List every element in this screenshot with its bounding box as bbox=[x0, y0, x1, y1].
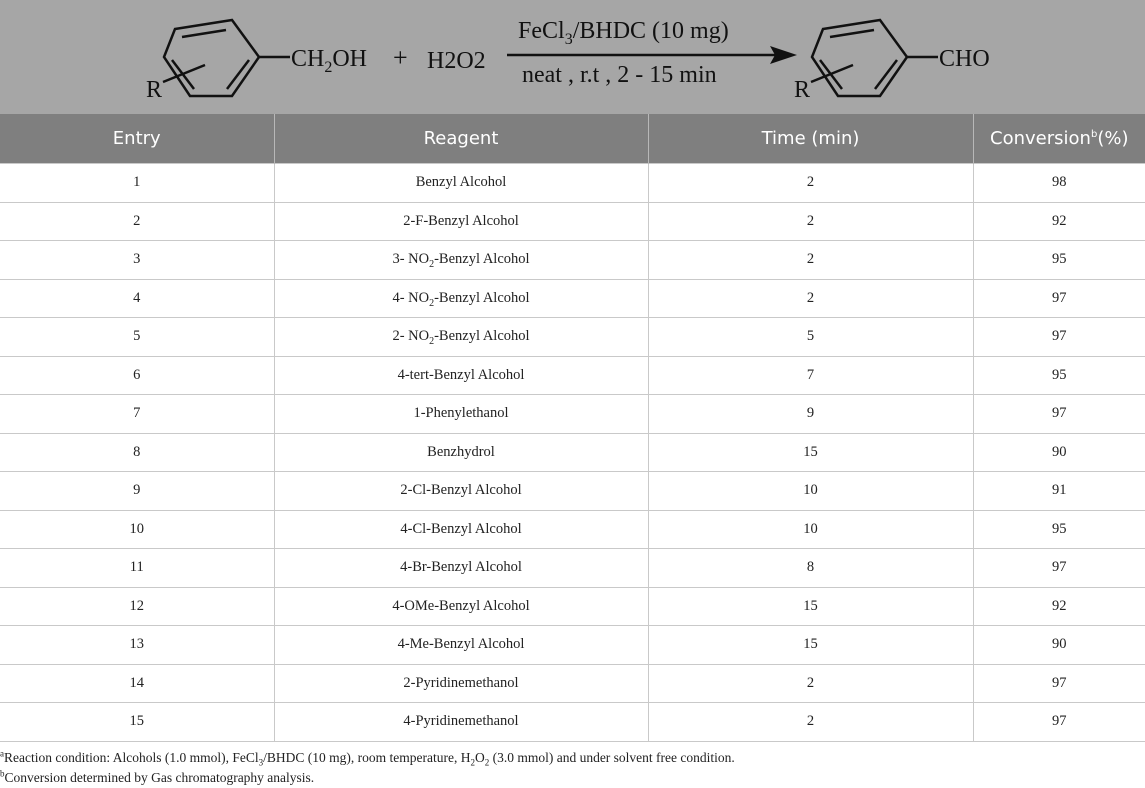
cell-conversion: 90 bbox=[973, 626, 1145, 665]
cell-reagent: 4-Pyridinemethanol bbox=[274, 703, 648, 742]
table-row bbox=[0, 587, 1145, 626]
cell-time: 15 bbox=[648, 587, 973, 626]
footnote-a-subscript: 3 bbox=[258, 757, 264, 768]
cell-entry: 12 bbox=[0, 587, 274, 626]
footnote-b-text: Conversion determined by Gas chromatography analysis. bbox=[4, 770, 315, 785]
cell-reagent: 4-Br-Benzyl Alcohol bbox=[274, 549, 648, 588]
product-group-label: CHO bbox=[939, 46, 990, 72]
cell-entry: 2 bbox=[0, 202, 274, 241]
cell-conversion: 91 bbox=[973, 472, 1145, 511]
cell-reagent: 2-F-Benzyl Alcohol bbox=[274, 202, 648, 241]
cell-time: 9 bbox=[648, 395, 973, 434]
cell-time: 2 bbox=[648, 202, 973, 241]
cell-reagent: 2-Cl-Benzyl Alcohol bbox=[274, 472, 648, 511]
footnote-b bbox=[0, 768, 735, 788]
header-conversion-unit: (%) bbox=[1097, 128, 1129, 149]
cell-entry: 1 bbox=[0, 164, 274, 203]
cell-entry: 6 bbox=[0, 356, 274, 395]
reaction-scheme bbox=[0, 0, 1145, 114]
cell-reagent: 2-Pyridinemethanol bbox=[274, 664, 648, 703]
cell-entry: 5 bbox=[0, 318, 274, 357]
header-reagent: Reagent bbox=[274, 114, 648, 164]
table-row bbox=[0, 626, 1145, 665]
product-benzene-ring bbox=[811, 20, 938, 96]
footnote-a-subscript: 2 bbox=[484, 757, 490, 768]
table-row bbox=[0, 472, 1145, 511]
cell-entry: 11 bbox=[0, 549, 274, 588]
header-conversion-label: Conversion bbox=[990, 128, 1091, 149]
cell-conversion: 97 bbox=[973, 549, 1145, 588]
cell-time: 15 bbox=[648, 433, 973, 472]
cell-reagent: 1-Phenylethanol bbox=[274, 395, 648, 434]
cell-time: 8 bbox=[648, 549, 973, 588]
cell-reagent bbox=[274, 279, 648, 318]
footnote-a bbox=[0, 748, 735, 768]
table-row bbox=[0, 164, 1145, 203]
reactant-benzene-ring bbox=[163, 20, 290, 96]
cell-conversion: 97 bbox=[973, 664, 1145, 703]
footnote-a-text: Reaction condition: Alcohols (1.0 mmol), FeCl bbox=[4, 750, 259, 765]
cell-conversion: 95 bbox=[973, 241, 1145, 280]
cell-entry: 10 bbox=[0, 510, 274, 549]
cell-conversion: 98 bbox=[973, 164, 1145, 203]
cell-time: 2 bbox=[648, 664, 973, 703]
cell-reagent bbox=[274, 318, 648, 357]
footnote-a-marker: a bbox=[0, 748, 4, 759]
cell-time: 15 bbox=[648, 626, 973, 665]
footnote-a-text: /BHDC (10 mg), room temperature, H bbox=[263, 750, 471, 765]
cell-conversion: 97 bbox=[973, 318, 1145, 357]
cell-time: 2 bbox=[648, 703, 973, 742]
cell-time: 2 bbox=[648, 279, 973, 318]
cell-entry: 9 bbox=[0, 472, 274, 511]
cell-entry: 8 bbox=[0, 433, 274, 472]
cell-reagent: 4-Me-Benzyl Alcohol bbox=[274, 626, 648, 665]
cell-time: 10 bbox=[648, 472, 973, 511]
cell-reagent: Benzhydrol bbox=[274, 433, 648, 472]
cell-conversion: 97 bbox=[973, 279, 1145, 318]
cell-time: 7 bbox=[648, 356, 973, 395]
cell-reagent-subscript: 2 bbox=[429, 336, 435, 348]
cell-reagent-prefix: 4- NO bbox=[392, 289, 430, 306]
cell-reagent-suffix: -Benzyl Alcohol bbox=[434, 251, 530, 268]
cell-time: 2 bbox=[648, 164, 973, 203]
table-row bbox=[0, 703, 1145, 742]
cell-reagent-suffix: -Benzyl Alcohol bbox=[434, 328, 530, 345]
product-r-label: R bbox=[794, 77, 811, 103]
cell-conversion: 95 bbox=[973, 510, 1145, 549]
reactant-group-label: $CH_2OH$ bbox=[291, 46, 368, 76]
table-footnotes bbox=[0, 748, 735, 788]
cell-reagent-prefix: 3- NO bbox=[392, 251, 430, 268]
cell-entry: 7 bbox=[0, 395, 274, 434]
header-time: Time (min) bbox=[648, 114, 973, 164]
cell-reagent-prefix: 2- NO bbox=[392, 328, 430, 345]
cell-conversion: 95 bbox=[973, 356, 1145, 395]
table-row bbox=[0, 279, 1145, 318]
table-row bbox=[0, 202, 1145, 241]
catalyst-label: FeCl$_3$/BHDC (10 mg) bbox=[518, 18, 729, 48]
cell-reagent: 4-OMe-Benzyl Alcohol bbox=[274, 587, 648, 626]
footnote-a-subscript: 2 bbox=[470, 757, 475, 768]
cell-reagent: Benzyl Alcohol bbox=[274, 164, 648, 203]
footnote-a-text: (3.0 mmol) and under solvent free condition. bbox=[489, 750, 735, 765]
table-row bbox=[0, 510, 1145, 549]
cell-entry: 14 bbox=[0, 664, 274, 703]
cell-conversion: 97 bbox=[973, 703, 1145, 742]
table-row bbox=[0, 433, 1145, 472]
table-row bbox=[0, 395, 1145, 434]
cell-conversion: 92 bbox=[973, 587, 1145, 626]
header-entry: Entry bbox=[0, 114, 274, 164]
cell-time: 2 bbox=[648, 241, 973, 280]
table-row bbox=[0, 549, 1145, 588]
table-header-row bbox=[0, 114, 1145, 164]
oxidant-label: H2O2 bbox=[427, 48, 486, 74]
cell-time: 5 bbox=[648, 318, 973, 357]
cell-reagent: 4-tert-Benzyl Alcohol bbox=[274, 356, 648, 395]
cell-reagent-subscript: 2 bbox=[429, 297, 435, 309]
header-conversion-footnote-marker: b bbox=[1090, 129, 1098, 140]
reactant-r-label: R bbox=[146, 77, 163, 103]
cell-conversion: 97 bbox=[973, 395, 1145, 434]
reaction-scheme-drawing bbox=[0, 0, 1145, 114]
cell-conversion: 92 bbox=[973, 202, 1145, 241]
cell-time: 10 bbox=[648, 510, 973, 549]
cell-entry: 15 bbox=[0, 703, 274, 742]
cell-reagent-suffix: -Benzyl Alcohol bbox=[434, 289, 530, 306]
table-row bbox=[0, 664, 1145, 703]
cell-entry: 13 bbox=[0, 626, 274, 665]
footnote-a-text: O bbox=[474, 750, 485, 765]
header-conversion bbox=[973, 114, 1145, 164]
table-row bbox=[0, 356, 1145, 395]
footnote-b-marker: b bbox=[0, 768, 5, 779]
cell-entry: 4 bbox=[0, 279, 274, 318]
cell-reagent: 4-Cl-Benzyl Alcohol bbox=[274, 510, 648, 549]
plus-sign: + bbox=[393, 43, 408, 72]
cell-entry: 3 bbox=[0, 241, 274, 280]
results-table bbox=[0, 114, 1145, 742]
cell-conversion: 90 bbox=[973, 433, 1145, 472]
table-row bbox=[0, 318, 1145, 357]
cell-reagent bbox=[274, 241, 648, 280]
table-row bbox=[0, 241, 1145, 280]
cell-reagent-subscript: 2 bbox=[429, 259, 435, 271]
conditions-label: neat , r.t , 2 - 15 min bbox=[522, 62, 717, 88]
